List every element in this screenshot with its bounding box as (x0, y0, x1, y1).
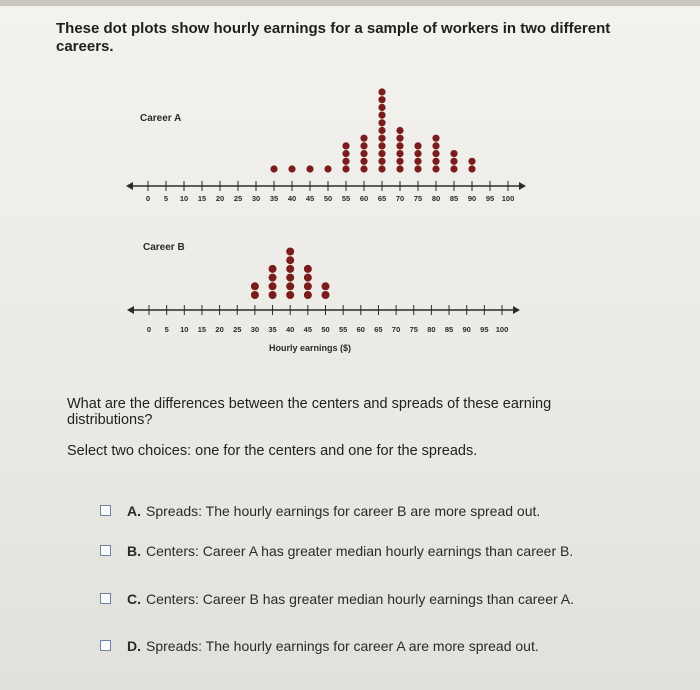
data-dot-a (378, 142, 385, 149)
tick-label-a: 45 (305, 194, 315, 203)
data-dot-a (378, 135, 385, 142)
choice-d-checkbox[interactable] (100, 640, 111, 651)
data-dot-a (378, 150, 385, 157)
data-dot-a (378, 88, 385, 95)
axis-arrow-right-a (519, 182, 526, 190)
choice-a-checkbox[interactable] (100, 505, 111, 516)
data-dot-a (414, 142, 421, 149)
tick-label-a: 40 (287, 194, 297, 203)
data-dot-a (414, 150, 421, 157)
choice-c-checkbox[interactable] (100, 593, 111, 604)
tick-label-a: 20 (215, 194, 225, 203)
tick-label-b: 90 (462, 325, 471, 334)
tick-label-a: 65 (377, 194, 387, 203)
data-dot-b (269, 274, 277, 282)
intro-text: These dot plots show hourly earnings for a sample of workers in two different careers. (56, 20, 611, 55)
tick-label-b: 95 (480, 325, 489, 334)
tick-label-b: 40 (286, 325, 295, 334)
data-dot-a (432, 150, 439, 157)
tick-label-b: 0 (146, 325, 152, 334)
choice-b-checkbox[interactable] (100, 545, 111, 556)
tick-label-a: 0 (145, 194, 151, 203)
tick-label-b: 35 (268, 325, 277, 334)
tick-label-a: 80 (431, 194, 441, 203)
data-dot-b (304, 265, 312, 273)
tick-label-b: 5 (164, 325, 169, 334)
data-dot-b (269, 265, 277, 273)
choice-d-text: Spreads: The hourly earnings for career A are more spread out. (146, 638, 539, 654)
data-dot-a (378, 158, 385, 165)
data-dot-a (360, 142, 367, 149)
x-axis-label: Hourly earnings ($) (268, 343, 352, 353)
data-dot-a (270, 165, 277, 172)
data-dot-a (360, 135, 367, 142)
tick-label-b: 30 (250, 325, 260, 334)
tick-label-a: 35 (269, 194, 279, 203)
data-dot-b (286, 248, 294, 256)
choice-a-text: Spreads: The hourly earnings for career B are more spread out. (146, 503, 541, 519)
tick-label-b: 70 (391, 325, 401, 334)
data-dot-a (378, 119, 385, 126)
tick-label-a: 25 (233, 194, 243, 203)
data-dot-b (286, 274, 294, 282)
tick-label-b: 80 (427, 325, 436, 334)
tick-label-b: 60 (356, 325, 365, 334)
data-dot-a (468, 165, 475, 172)
data-dot-b (286, 265, 294, 273)
tick-label-b: 75 (409, 325, 418, 334)
data-dot-a (468, 158, 475, 165)
tick-label-a: 70 (395, 194, 405, 203)
data-dot-a (396, 127, 403, 134)
data-dot-a (360, 165, 367, 172)
data-dot-a (288, 165, 295, 172)
tick-label-b: 45 (303, 325, 313, 334)
tick-label-a: 100 (501, 194, 515, 203)
tick-label-a: 55 (341, 194, 351, 203)
data-dot-a (378, 96, 385, 103)
data-dot-a (450, 158, 457, 165)
tick-label-a: 50 (323, 194, 333, 203)
data-dot-a (432, 135, 439, 142)
data-dot-a (432, 142, 439, 149)
data-dot-a (324, 165, 331, 172)
data-dot-a (414, 158, 421, 165)
question-text: What are the differences between the centers and spreads of these earning distributions? (67, 396, 552, 428)
tick-label-b: 10 (180, 325, 189, 334)
tick-label-a: 10 (179, 194, 189, 203)
data-dot-a (342, 158, 349, 165)
choice-b-letter: B. (127, 543, 141, 559)
data-dot-a (342, 165, 349, 172)
data-dot-a (396, 158, 403, 165)
axis-arrow-right-b (513, 306, 520, 314)
data-dot-a (396, 150, 403, 157)
choice-d-letter: D. (127, 638, 141, 654)
tick-label-b: 55 (338, 325, 348, 334)
data-dot-a (378, 127, 385, 134)
data-dot-a (450, 150, 457, 157)
data-dot-b (304, 282, 312, 290)
question-instruction: Select two choices: one for the centers and one for the spreads. (67, 443, 478, 459)
tick-label-b: 20 (215, 325, 224, 334)
tick-label-a: 5 (163, 194, 169, 203)
top-divider (0, 0, 700, 6)
tick-label-a: 95 (485, 194, 495, 203)
data-dot-a (360, 150, 367, 157)
data-dot-a (342, 142, 349, 149)
tick-label-b: 25 (233, 325, 242, 334)
data-dot-a (360, 158, 367, 165)
data-dot-a (432, 165, 439, 172)
axis-arrow-left-b (127, 306, 134, 314)
tick-label-a: 15 (197, 194, 207, 203)
data-dot-b (251, 291, 259, 299)
data-dot-a (450, 165, 457, 172)
data-dot-a (396, 142, 403, 149)
data-dot-a (396, 135, 403, 142)
tick-label-a: 30 (251, 194, 261, 203)
data-dot-b (286, 282, 294, 290)
choice-b-text: Centers: Career A has greater median hourly earnings than career B. (146, 543, 574, 559)
data-dot-b (304, 291, 312, 299)
tick-label-a: 60 (359, 194, 369, 203)
tick-label-b: 85 (444, 325, 454, 334)
data-dot-b (286, 291, 294, 299)
data-dot-b (251, 282, 259, 290)
data-dot-a (378, 104, 385, 111)
data-dot-b (269, 291, 277, 299)
data-dot-a (396, 165, 403, 172)
data-dot-a (342, 150, 349, 157)
tick-label-a: 75 (413, 194, 423, 203)
choice-a-letter: A. (127, 503, 141, 519)
data-dot-a (378, 112, 385, 119)
axis-arrow-left-a (126, 182, 133, 190)
tick-label-a: 90 (467, 194, 477, 203)
data-dot-b (304, 274, 312, 282)
data-dot-b (322, 291, 330, 299)
choice-c-text: Centers: Career B has greater median hourly earnings than career A. (146, 591, 575, 607)
tick-label-b: 15 (197, 325, 207, 334)
tick-label-a: 85 (449, 194, 459, 203)
tick-label-b: 65 (374, 325, 383, 334)
career-a-label: Career A (140, 113, 182, 124)
data-dot-b (269, 282, 277, 290)
data-dot-a (306, 165, 313, 172)
tick-label-b: 100 (495, 325, 509, 334)
data-dot-a (378, 165, 385, 172)
career-b-label: Career B (143, 242, 185, 253)
data-dot-a (414, 165, 421, 172)
data-dot-a (432, 158, 439, 165)
tick-label-b: 50 (321, 325, 330, 334)
choice-c-letter: C. (127, 591, 141, 607)
data-dot-b (322, 282, 330, 290)
data-dot-b (286, 256, 294, 264)
